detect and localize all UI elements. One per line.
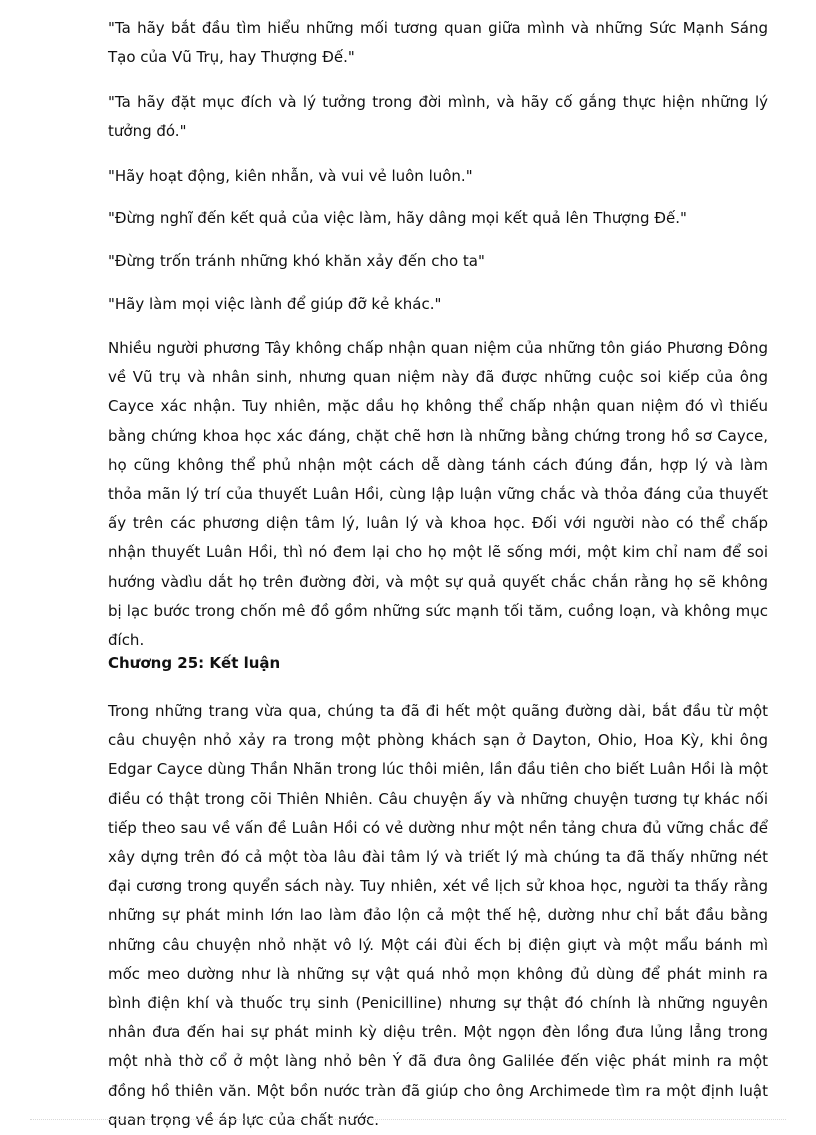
quote-4: "Đừng nghĩ đến kết quả của việc làm, hãy dâng mọi kết quả lên Thượng Đế." [108, 209, 687, 227]
quote-6: "Hãy làm mọi việc lành để giúp đỡ kẻ khác." [108, 295, 442, 313]
quote-1: "Ta hãy bắt đầu tìm hiểu những mối tương quan giữa mình và những Sức Mạnh Sáng Tạo của Vũ Trụ, hay Thượng Đế." [108, 19, 768, 67]
body-paragraph-2: Trong những trang vừa qua, chúng ta đã đi hết một quãng đường dài, bắt đầu từ một câu chuyện nhỏ xảy ra trong một phòng khách sạn ở Dayton, Ohio, Hoa Kỳ, khi ông Edgar Cayce dùng Thần Nhãn trong lúc thôi miên, lần đầu tiên cho biết Luân Hồi là một điều có thật trong cõi Thiên Nhiên. Câu chuyện ấy và những chuyện tương tự khác nối tiếp theo sau về vấn đề Luân Hồi có vẻ dường như một nền tảng chưa đủ vững chắc để xây dựng trên đó cả một tòa lâu đài tâm lý và triết lý mà chúng ta đã thấy những nét đại cương trong quyển sách này. Tuy nhiên, xét về lịch sử khoa học, người ta thấy rằng những sự phát minh lớn lao làm đảo lộn cả một thế hệ, dường như chỉ bắt đầu bằng những câu chuyện nhỏ nhặt vô lý. Một cái đùi ếch bị điện giựt và một mẩu bánh mì mốc meo dường như là những sự vật quá nhỏ mọn không đủ dùng để phát minh ra bình điện khí và thuốc trụ sinh (Penicilline) nhưng sự thật đó chính là những nguyên nhân đưa đến hai sự phát minh kỳ diệu trên. Một ngọn đèn lồng đưa lủng lẳng trong một nhà thờ cổ ở một làng nhỏ bên Ý đã đưa ông Galilée đến việc phát minh ra một đồng hồ thiên văn. Một bồn nước tràn đã giúp cho ông Archimede tìm ra một định luật quan trọng về áp lực của chất nước. [108, 702, 768, 1129]
page-bottom-divider [30, 1119, 786, 1120]
body-paragraph-1: Nhiều người phương Tây không chấp nhận quan niệm của những tôn giáo Phương Đông về Vũ trụ và nhân sinh, nhưng quan niệm này đã được những cuộc soi kiếp của ông Cayce xác nhận. Tuy nhiên, mặc dầu họ không thể chấp nhận quan niệm đó vì thiếu bằng chứng khoa học xác đáng, chặt chẽ hơn là những bằng chứng trong hồ sơ Cayce, họ cũng không thể phủ nhận một cách dễ dàng tánh cách đúng đắn, hợp lý và làm thỏa mãn lý trí của thuyết Luân Hồi, cùng lập luận vững chắc và thỏa đáng của thuyết ấy trên các phương diện tâm lý, luân lý và khoa học. Đối với người nào có thể chấp nhận thuyết Luân Hồi, thì nó đem lại cho họ một lẽ sống mới, một kim chỉ nam để soi hướng vàdìu dắt họ trên đường đời, và một sự quả quyết chắc chắn rằng họ sẽ không bị lạc bước trong chốn mê đồ gồm những sức mạnh tối tăm, cuồng loạn, và không mục đích. [108, 339, 768, 650]
quote-2: "Ta hãy đặt mục đích và lý tưởng trong đời mình, và hãy cố gắng thực hiện những lý tưởng đó." [108, 93, 768, 141]
quote-3: "Hãy hoạt động, kiên nhẫn, và vui vẻ luôn luôn." [108, 167, 473, 185]
chapter-heading: Chương 25: Kết luận [108, 654, 281, 672]
quote-5: "Đừng trốn tránh những khó khăn xảy đến cho ta" [108, 252, 485, 270]
